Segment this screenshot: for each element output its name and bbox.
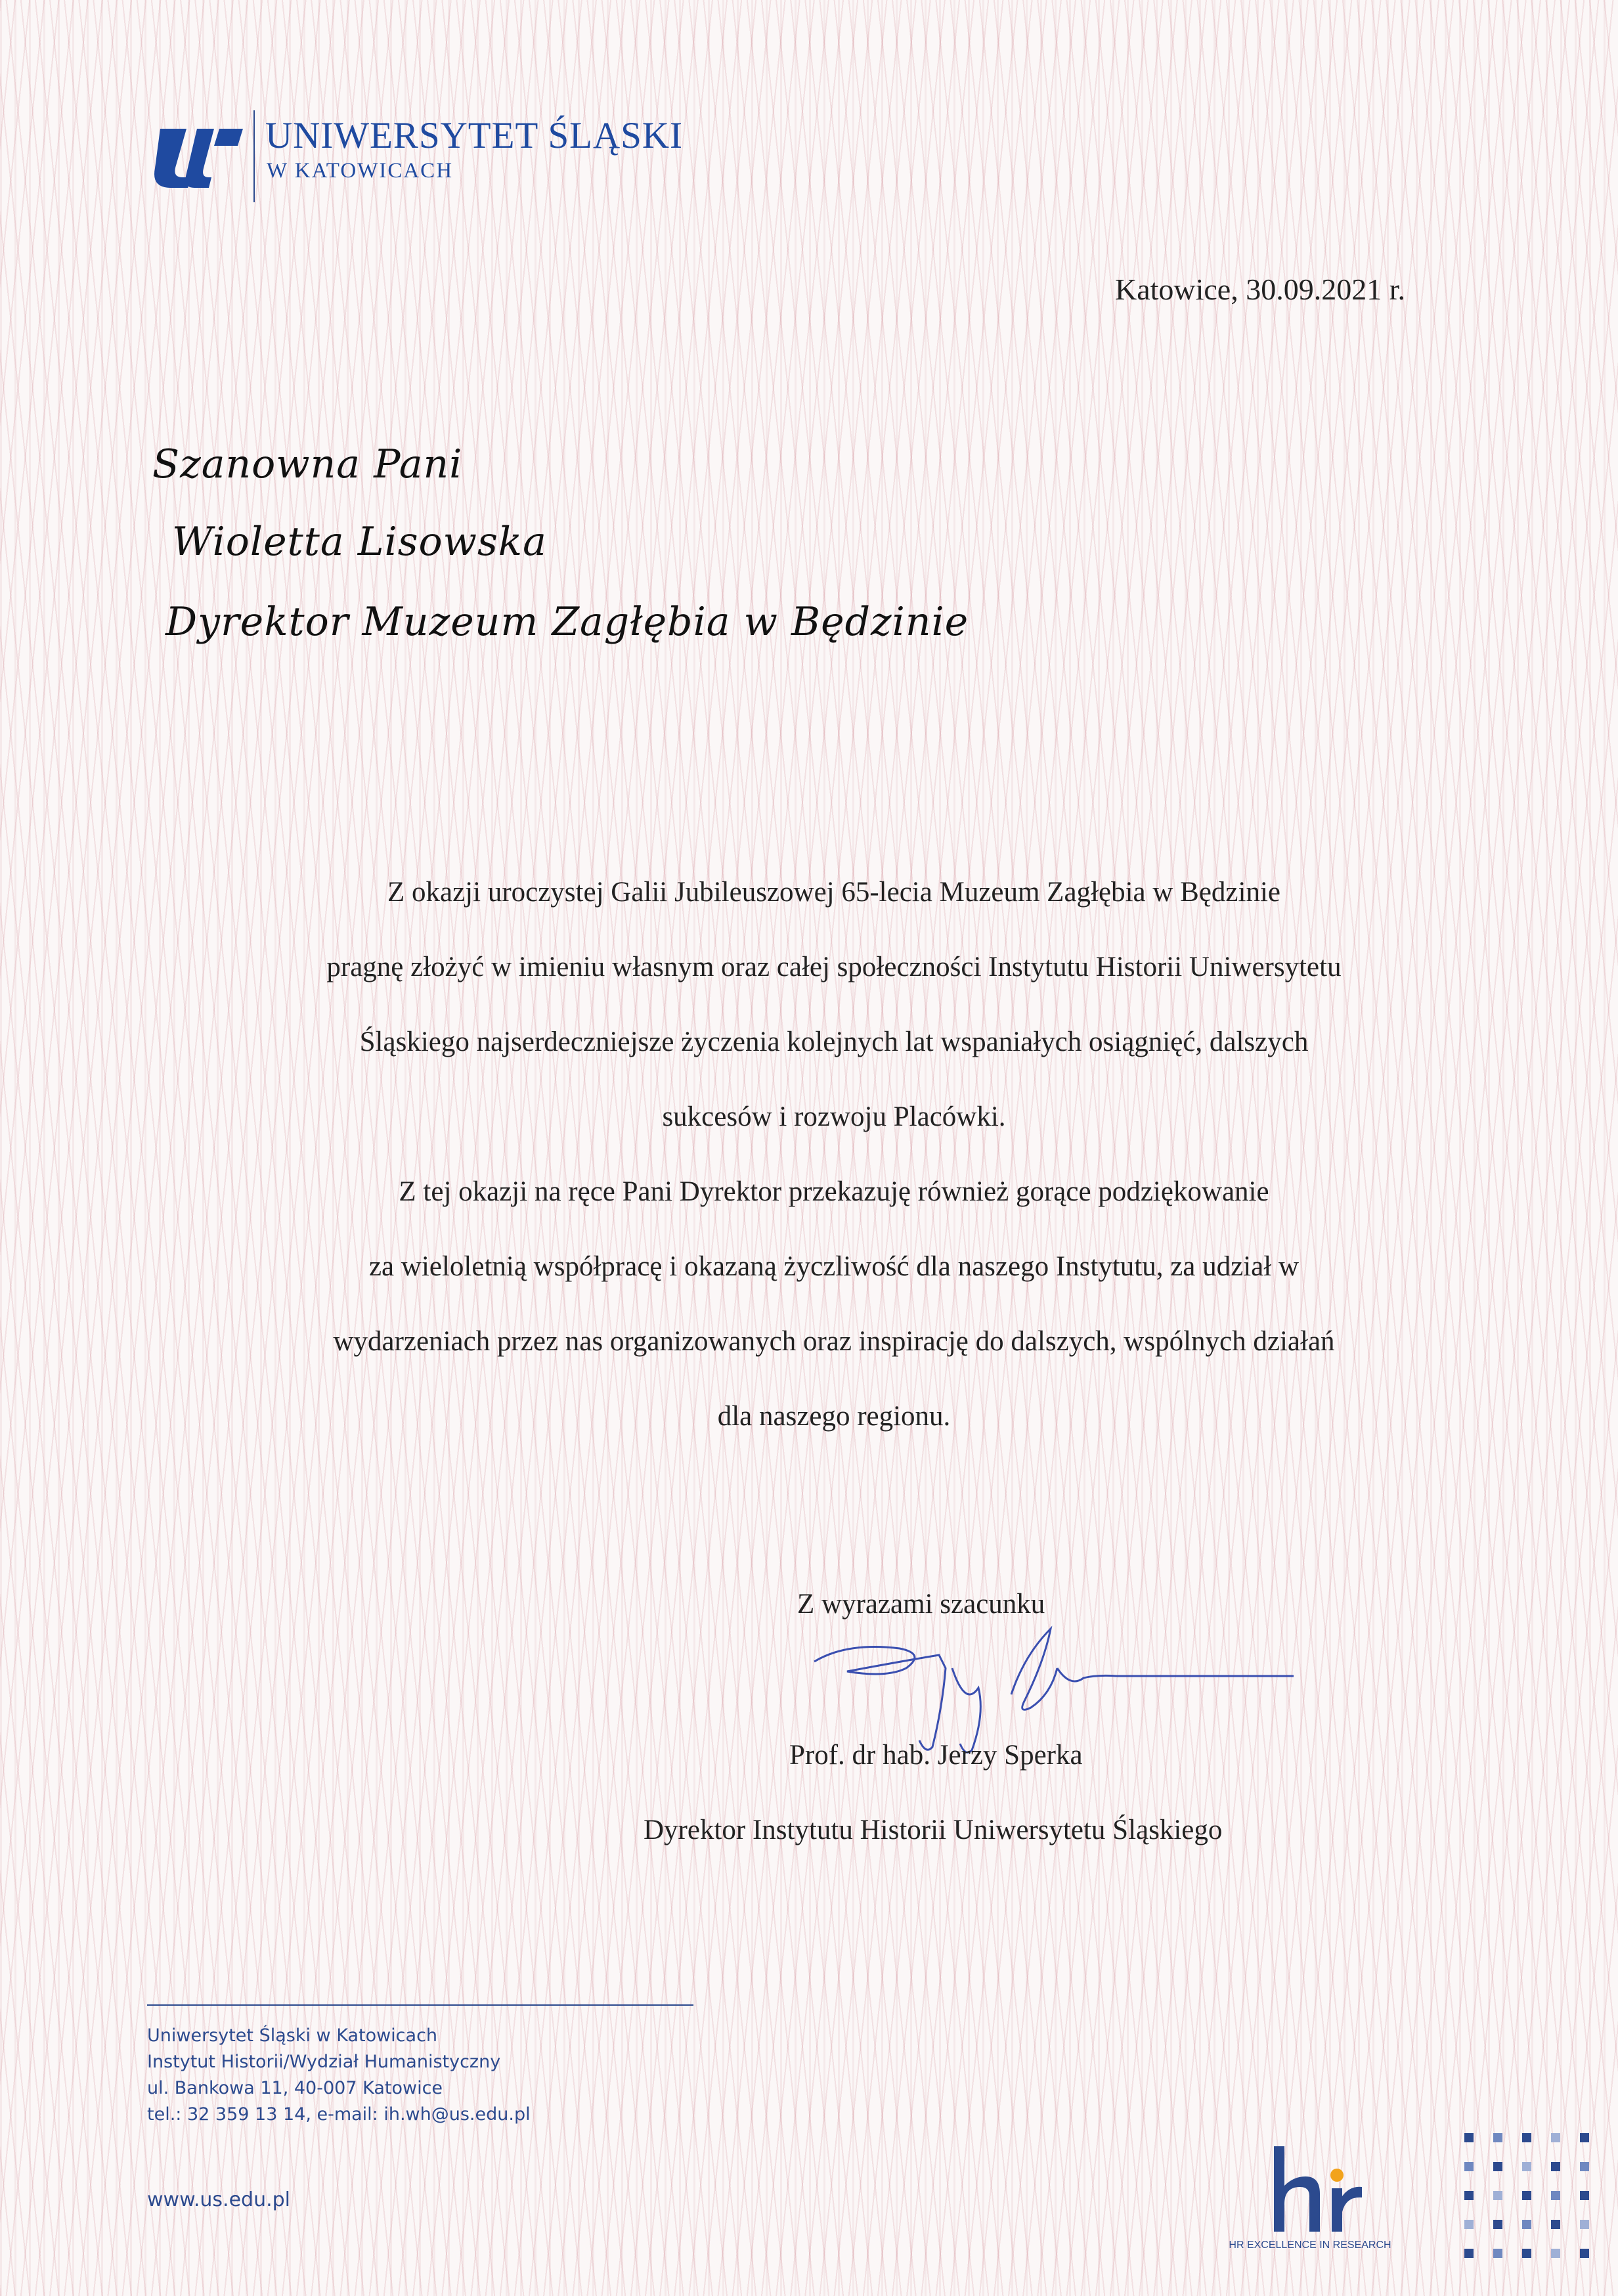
pattern-grid-icon [1464,2133,1589,2258]
body-line: Z okazji uroczystej Galii Jubileuszowej 65-lecia Muzeum Zagłębia w Będzinie [387,877,1280,908]
body-line: dla naszego regionu. [717,1401,951,1432]
university-name: UNIWERSYTET ŚLĄSKI [265,115,684,156]
signer-title: Dyrektor Instytutu Historii Uniwersytetu Śląskiego [644,1815,1223,1845]
university-logo-icon [146,117,244,189]
handwritten-signature-icon [808,1616,1300,1760]
university-city: W KATOWICACH [267,159,454,183]
body-line: wydarzeniach przez nas organizowanych oraz inspirację do dalszych, wspólnych działań [333,1326,1335,1357]
recipient-name: Wioletta Lisowska [172,519,547,565]
footer-divider [147,2004,693,2006]
body-line: Śląskiego najserdeczniejsze życzenia kolejnych lat wspaniałych osiągnięć, dalszych [359,1027,1309,1057]
website-link[interactable]: www.us.edu.pl [147,2188,290,2211]
footer-contact-line: tel.: 32 359 13 14, e-mail: ih.wh@us.edu.pl [147,2104,531,2125]
logo-divider [253,110,255,202]
recipient-title: Dyrektor Muzeum Zagłębia w Będzinie [165,599,969,645]
footer-address-line: ul. Bankowa 11, 40-007 Katowice [147,2078,443,2098]
salutation-greeting: Szanowna Pani [152,441,463,487]
signer-name: Prof. dr hab. Jerzy Sperka [789,1740,1083,1771]
body-line: za wieloletnią współpracę i okazaną życzliwość dla naszego Instytutu, za udział w [368,1251,1300,1282]
body-line: pragnę złożyć w imieniu własnym oraz całej społeczności Instytutu Historii Uniwersytetu [326,952,1342,982]
footer-address-line: Instytut Historii/Wydział Humanistyczny [147,2052,501,2072]
footer-address-line: Uniwersytet Śląski w Katowicach [147,2025,438,2046]
closing-phrase: Z wyrazami szacunku [797,1589,1045,1620]
hr-badge-label: HR EXCELLENCE IN RESEARCH [1229,2240,1391,2251]
body-line: sukcesów i rozwoju Placówki. [662,1101,1006,1132]
body-line: Z tej okazji na ręce Pani Dyrektor przekazuję również gorące podziękowanie [399,1176,1269,1207]
letter-date: Katowice, 30.09.2021 r. [1114,273,1405,306]
